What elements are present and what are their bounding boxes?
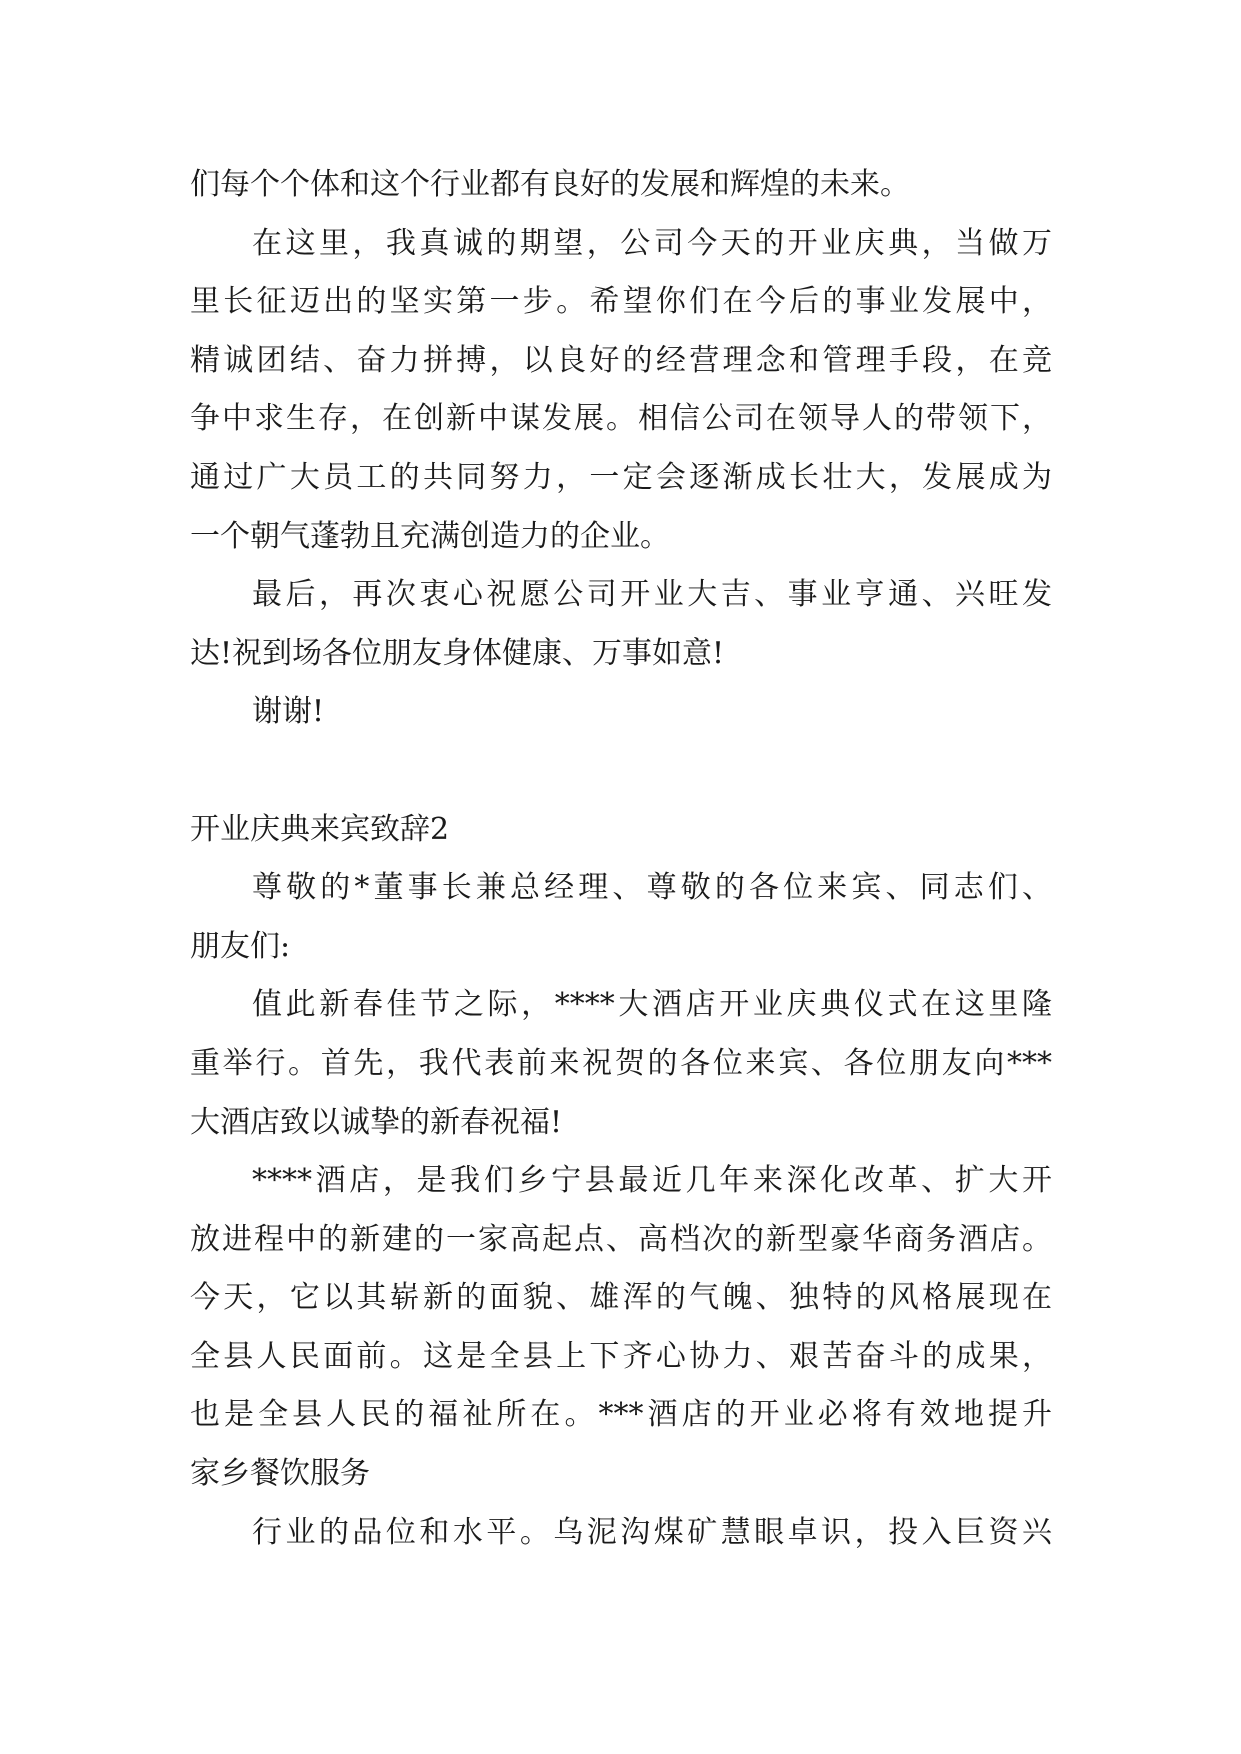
paragraph-line: 最后，再次衷心祝愿公司开业大吉、事业亨通、兴旺发: [252, 577, 1052, 613]
paragraph-line: 达!祝到场各位朋友身体健康、万事如意!: [190, 635, 725, 671]
paragraph-line: 通过广大员工的共同努力，一定会逐渐成长壮大，发展成为: [190, 459, 1052, 495]
blank-line: [190, 742, 1052, 801]
paragraph-line: 在这里，我真诚的期望，公司今天的开业庆典，当做万: [252, 225, 1052, 261]
paragraph-line: 们每个个体和这个行业都有良好的发展和辉煌的未来。: [190, 167, 910, 202]
paragraph-line: 一个朝气蓬勃且充满创造力的企业。: [190, 518, 670, 554]
paragraph-line: 尊敬的*董事长兼总经理、尊敬的各位来宾、同志们、: [252, 870, 1052, 906]
paragraph-line: 谢谢!: [252, 694, 325, 730]
paragraph-line: 重举行。首先，我代表前来祝贺的各位来宾、各位朋友向***: [190, 1045, 1052, 1081]
paragraph-line: 今天，它以其崭新的面貌、雄浑的气魄、独特的风格展现在: [190, 1280, 1052, 1316]
paragraph-line: 朋友们:: [190, 928, 291, 964]
document-body: [190, 156, 1052, 1562]
paragraph-line: 争中求生存，在创新中谋发展。相信公司在领导人的带领下，: [190, 401, 1052, 437]
paragraph-line: 值此新春佳节之际，****大酒店开业庆典仪式在这里隆: [252, 987, 1052, 1023]
paragraph-line: ****酒店，是我们乡宁县最近几年来深化改革、扩大开: [252, 1163, 1052, 1199]
paragraph-line: 放进程中的新建的一家高起点、高档次的新型豪华商务酒店。: [190, 1221, 1052, 1257]
paragraph-line: 家乡餐饮服务: [190, 1456, 370, 1492]
paragraph-line: 行业的品位和水平。乌泥沟煤矿慧眼卓识，投入巨资兴: [252, 1514, 1052, 1550]
paragraph-line: 精诚团结、奋力拼搏，以良好的经营理念和管理手段，在竞: [190, 342, 1052, 378]
paragraph-line: 全县人民面前。这是全县上下齐心协力、艰苦奋斗的成果，: [190, 1338, 1052, 1374]
section-heading: 开业庆典来宾致辞2: [190, 811, 450, 847]
paragraph-line: 大酒店致以诚挚的新春祝福!: [190, 1104, 563, 1140]
paragraph-line: 也是全县人民的福祉所在。***酒店的开业必将有效地提升: [190, 1397, 1052, 1433]
paragraph-line: 里长征迈出的坚实第一步。希望你们在今后的事业发展中，: [190, 284, 1052, 320]
